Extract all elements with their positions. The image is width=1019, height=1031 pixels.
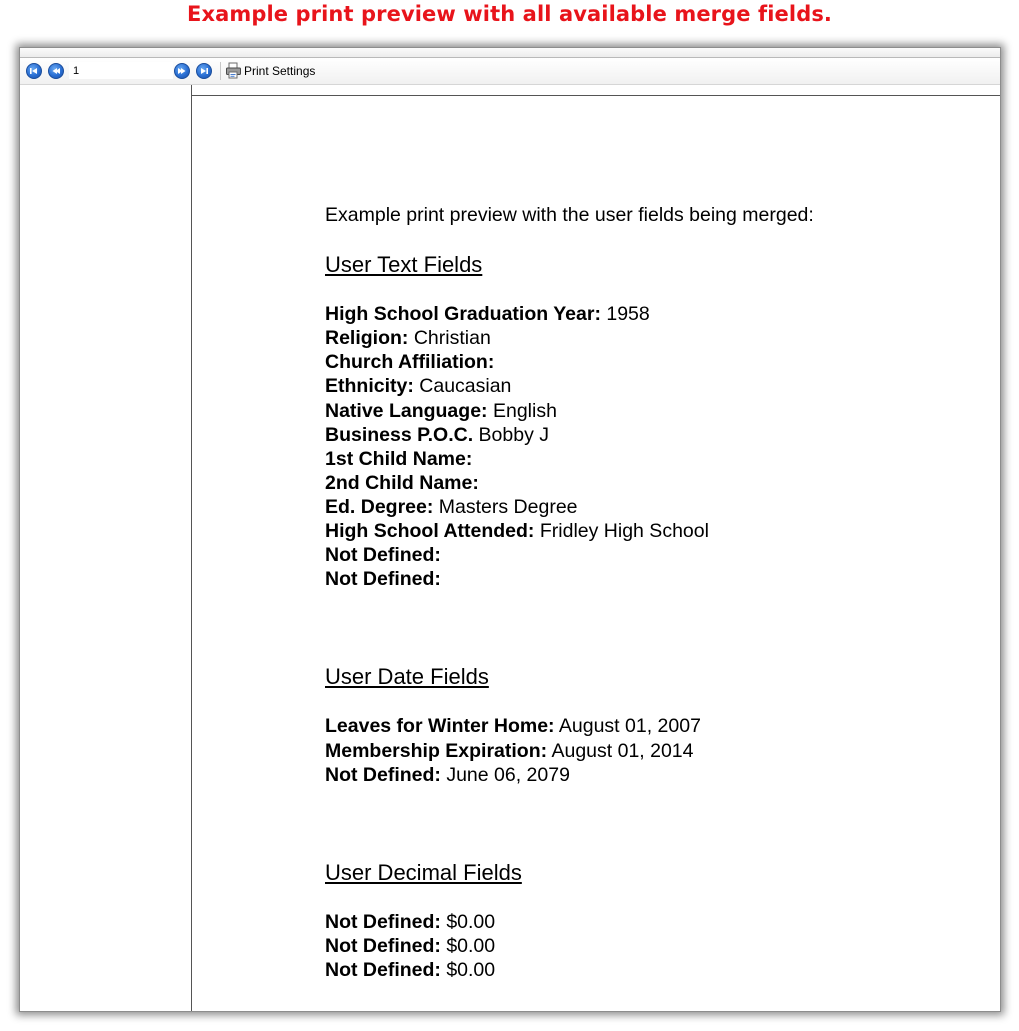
print-settings-button[interactable]: Print Settings (244, 64, 316, 78)
field-label: Not Defined: (325, 934, 441, 957)
field-line (325, 543, 814, 567)
field-line (325, 399, 814, 423)
page-number-input[interactable]: 1 (69, 62, 173, 79)
field-value: Bobby J (478, 423, 550, 446)
field-line (325, 763, 814, 787)
previous-page-icon (51, 66, 61, 76)
field-label: Leaves for Winter Home: (325, 715, 555, 738)
field-value: Caucasian (419, 375, 512, 398)
field-value: $0.00 (446, 958, 496, 981)
field-value: August 01, 2014 (551, 739, 694, 762)
page-preview (192, 95, 1000, 1012)
field-label: Native Language: (325, 399, 488, 422)
field-label: Not Defined: (325, 763, 441, 786)
field-line (325, 910, 814, 934)
first-page-button[interactable] (26, 63, 42, 79)
field-label: Church Affiliation: (325, 351, 495, 374)
field-value: 1958 (606, 303, 650, 326)
field-label: Not Defined: (325, 568, 441, 591)
print-preview-window (19, 47, 1001, 1012)
document-intro: Example print preview with the user fields being merged: (325, 204, 814, 226)
field-value: August 01, 2007 (558, 715, 701, 738)
field-line (325, 302, 814, 326)
field-value: $0.00 (446, 934, 496, 957)
toolbar (20, 58, 1000, 85)
field-line (325, 567, 814, 591)
toolbar-separator (220, 62, 221, 80)
field-label: Ethnicity: (325, 375, 414, 398)
field-label: Business P.O.C. (325, 423, 474, 446)
field-label: 1st Child Name: (325, 447, 473, 470)
document-content (325, 203, 814, 982)
field-label: High School Attended: (325, 520, 535, 543)
field-line (325, 374, 814, 398)
field-value: English (492, 399, 557, 422)
field-line (325, 423, 814, 447)
field-line (325, 934, 814, 958)
field-value: Christian (413, 327, 491, 350)
field-value: Masters Degree (438, 495, 578, 518)
field-line (325, 350, 814, 374)
field-label: High School Graduation Year: (325, 303, 601, 326)
field-value: June 06, 2079 (446, 763, 570, 786)
printer-icon[interactable] (225, 62, 242, 79)
field-label: Not Defined: (325, 910, 441, 933)
next-page-button[interactable] (174, 63, 190, 79)
field-line (325, 471, 814, 495)
next-page-icon (177, 66, 187, 76)
field-line (325, 326, 814, 350)
field-label: Ed. Degree: (325, 495, 434, 518)
field-line (325, 519, 814, 543)
last-page-icon (199, 66, 209, 76)
field-line (325, 495, 814, 519)
field-value: $0.00 (446, 910, 496, 933)
field-label: Not Defined: (325, 544, 441, 567)
section-heading: User Decimal Fields (325, 859, 522, 885)
previous-page-button[interactable] (48, 63, 64, 79)
first-page-icon (29, 66, 39, 76)
field-label: Not Defined: (325, 958, 441, 981)
thumbnail-sidebar (20, 85, 192, 1011)
field-line (325, 958, 814, 982)
field-line (325, 714, 814, 738)
window-top-strip (20, 48, 1000, 58)
field-label: Membership Expiration: (325, 739, 548, 762)
field-label: 2nd Child Name: (325, 471, 479, 494)
section-heading: User Date Fields (325, 664, 489, 690)
field-value: Fridley High School (539, 520, 709, 543)
section-heading: User Text Fields (325, 252, 483, 278)
field-line (325, 447, 814, 471)
field-line (325, 739, 814, 763)
last-page-button[interactable] (196, 63, 212, 79)
banner-title: Example print preview with all available merge fields. (187, 2, 832, 26)
field-label: Religion: (325, 327, 409, 350)
